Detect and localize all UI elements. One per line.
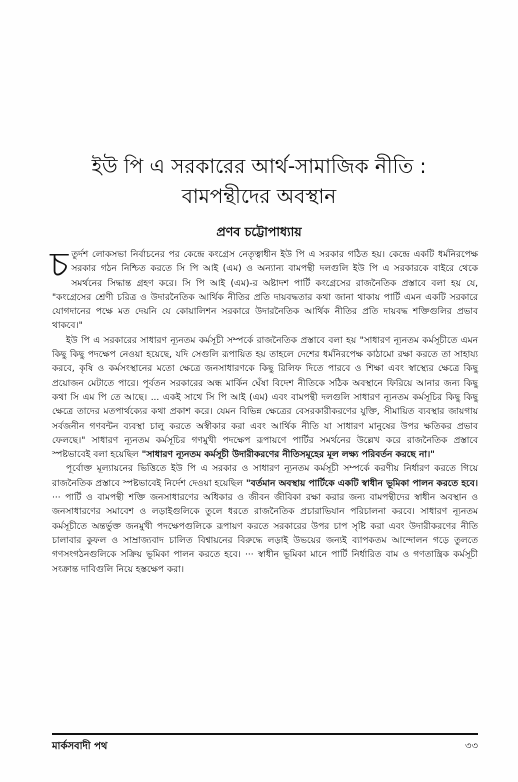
- paragraph-1: [50, 245, 478, 334]
- article-body: [50, 245, 478, 577]
- drop-cap: চ: [50, 245, 69, 285]
- paragraph-1-text: তুর্দশ লোকসভা নির্বাচনের পর কেন্দ্রে কংগ্রেস নেতৃত্বাধীন ইউ পি এ সরকার গঠিত হয়। কেন্দ্রে একটি ধর্মনিরপেক্ষ সরকার গঠন নিশ্চিত করতে সি পি আই (এম) ও অন্যান্য বামপন্থী দলগুলি ইউ পি এ সরকারকে বাইরে থেকে সমর্থনের সিদ্ধান্ত গ্রহণ করে। সি পি আই (এম)-র অষ্টাদশ পার্টি কংগ্রেসের রাজনৈতিক প্রস্তাবে বলা হয় যে, "কংগ্রেসের শ্রেণী চরিত্র ও উদারনৈতিক আর্থিক নীতির প্রতি দায়বদ্ধতার কথা জানা থাকায় পার্টি এমন একটি সরকারে যোগদানের পক্ষে মত দেয়নি যে কোয়ালিশন সরকারে উদারনৈতিক আর্থিক নীতির প্রতি দায়বদ্ধ শক্তিগুলির প্রভাব থাকবে।": [52, 250, 478, 332]
- article-title-line2: বামপন্থীদের অবস্থান: [181, 184, 337, 208]
- paragraph-3-quote: "বর্তমান অবস্থায় পার্টিকে একটি স্বাধীন ভূমিকা পালন করতে হবে।: [245, 478, 478, 489]
- paragraph-3-text-d: ··· স্বাধীন ভূমিকা মানে পার্টি নির্ধারিত বাম ও গণতান্ত্রিক কর্মসূচী সংক্রান্ত দাবিগুলি নিয়ে হস্তক্ষেপ করা।: [52, 550, 478, 575]
- page-number: ৩৩: [464, 741, 478, 752]
- paragraph-3: [52, 462, 478, 576]
- paragraph-3-text-a: পূর্বোক্ত মূল্যায়নের ভিত্তিতে ইউ পি এ সরকার ও সাধারণ ন্যূনতম কর্মসূচী সম্পর্কে করণীয় নির্ধারণ করতে গিয়ে রাজনৈতিক প্রস্তাবে স্পষ্টভাবেই নির্দেশ দেওয়া হয়েছিল: [52, 464, 478, 489]
- page-footer: [52, 739, 478, 756]
- paragraph-2: [52, 334, 478, 463]
- paragraph-2-text-a: ইউ পি এ সরকারের সাধারণ ন্যূনতম কর্মসূচী সম্পর্কে রাজনৈতিক প্রস্তাবে বলা হয় "সাধারণ ন্যূনতম কর্মসূচীতে এমন কিছু কিছু পদক্ষেপ নেওয়া হয়েছে, যদি সেগুলি রূপায়িত হয় তাহলে দেশের ধর্মনিরপেক্ষ কাঠামো রক্ষা করতে তা সাহায্য করবে, কৃষি ও কর্মসংস্থানের মতো ক্ষেত্রে জনসাধারণকে কিছু রিলিফ দিতে পারবে ও শিক্ষা এবং স্বাস্থ্যের ক্ষেত্রে কিছু প্রয়োজন মেটাতে পারে। পূর্বতন সরকারের অন্ধ মার্কিন ঘেঁষা বিদেশ নীতিকে সঠিক অবস্থানে ফিরিয়ে আনার জন্য কিছু কথা সি এম পি তে আছে।: [52, 335, 478, 403]
- paragraph-2-text-b: ... একই সাথে সি পি আই (এম) এবং বামপন্থী দলগুলি সাধারণ ন্যূনতম কর্মসূচির কিছু কিছু ক্ষেত্রে তাদের মতপার্থক্যের কথা প্রকাশ করে। যেমন বিভিন্ন ক্ষেত্রের বেসরকারীকরণের যুক্তি, সীমায়িত ব্যবস্থার জায়গায় সর্বজনীন গণবন্টন ব্যবস্থা চালু করতে অস্বীকার করা এবং আর্থিক নীতি যা সাধারণ মানুষের উপর ক্ষতিকর প্রভাব ফেলছে।" সাধারণ ন্যূনতম কর্মসূচির গণমুখী পদক্ষেপ রূপায়ণে পার্টির সমর্থনের উল্লেখ করে রাজনৈতিক প্রস্তাবে স্পষ্টভাবেই বলা হয়েছিল: [52, 392, 478, 461]
- journal-name: মার্কসবাদী পথ: [52, 741, 108, 752]
- paragraph-3-text-c: ··· পার্টি ও বামপন্থী শক্তি জনসাধারণের অধিকার ও জীবন জীবিকা রক্ষা করার জন্য বামপন্থীদের স্বাধীন অবস্থান ও জনসাধারণের সমাবেশ ও লড়াইগুলিকে তুলে ধরতে রাজনৈতিক প্রচারাভিযান পরিচালনা করবে। সাধারণ ন্যূনতম কর্মসূচীতে অন্তর্ভুক্ত জনমুখী পদক্ষেপগুলিকে রূপায়ণ করতে সরকারের উপর চাপ সৃষ্টি করা এবং উদারীকরণের নীতি চালাবার কুফল ও সাম্রাজ্যবাদ চালিত বিশ্বায়নের বিরুদ্ধে লড়াই উভয়ের জন্যই ব্যাপকতম আন্দোলন গড়ে তুলতে গণসংগঠনগুলিকে সক্রিয় ভূমিকা পালন করতে হবে।: [52, 493, 478, 561]
- article-author: প্রণব চট্টোপাধ্যায়: [216, 224, 302, 239]
- footer-divider: [52, 733, 478, 735]
- article-title-line1: ইউ পি এ সরকারের আর্থ-সামাজিক নীতি :: [91, 154, 427, 178]
- paragraph-2-quote: "সাধারণ ন্যূনতম কর্মসূচী উদারীকরণের নীতিসমূহের মূল লক্ষ্য পরিবর্তন করছে না।": [141, 450, 435, 461]
